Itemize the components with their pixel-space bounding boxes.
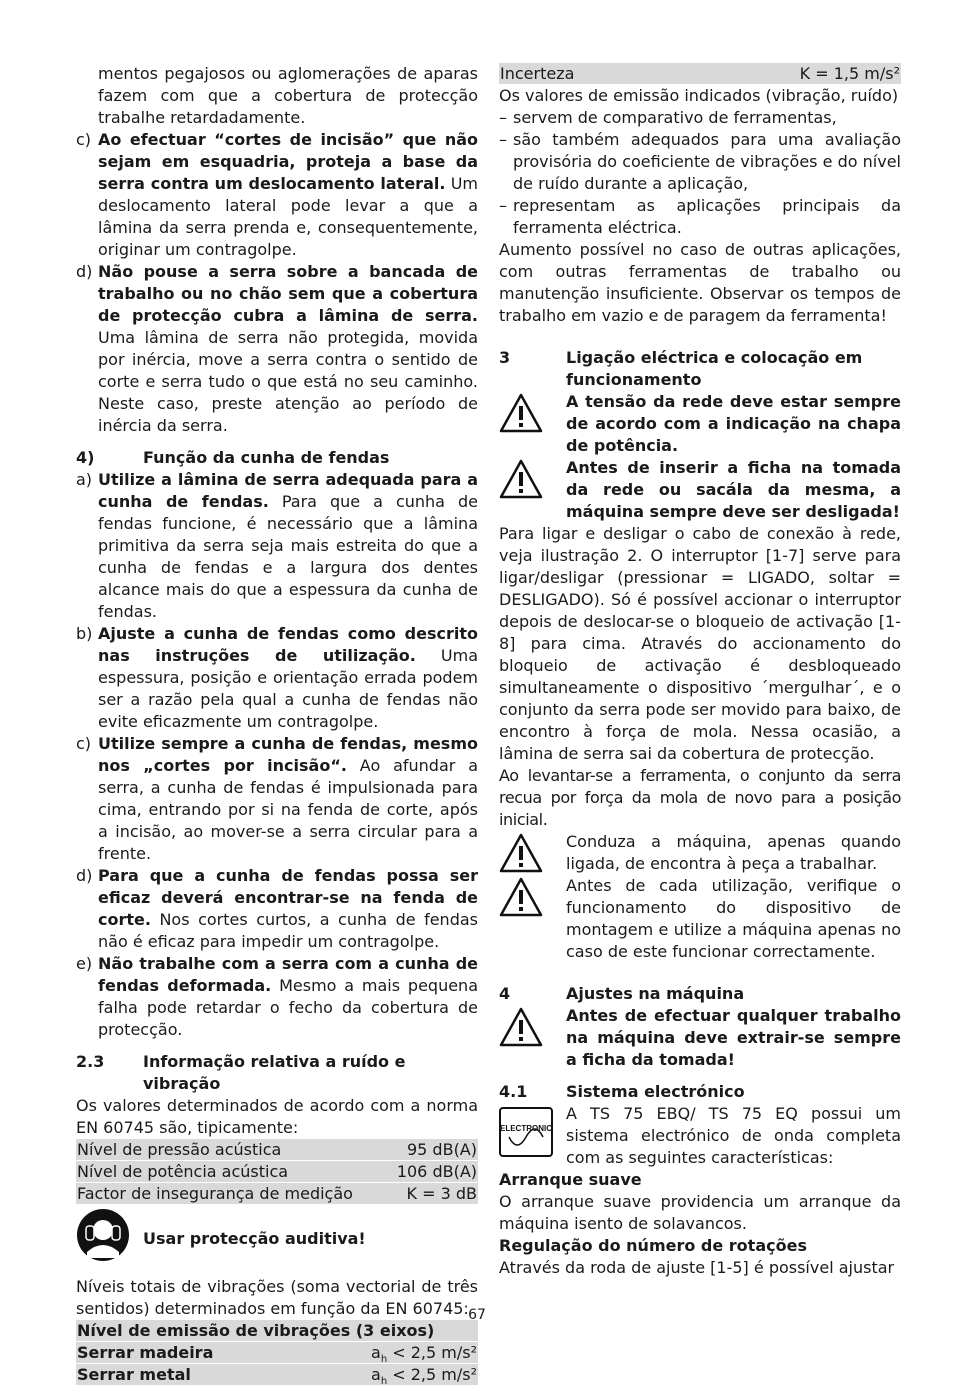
- vibration-table: [76, 1342, 478, 1385]
- list-item: [76, 953, 478, 1041]
- value-symbol: a: [371, 1343, 381, 1362]
- item-label: e): [76, 954, 93, 973]
- item-label: a): [76, 470, 93, 489]
- vibration-intro: Níveis totais de vibrações (soma vectorial de três sentidos) determinados em função da EN 60745:: [76, 1277, 478, 1318]
- dash-text: representam as aplicações principais da ferramenta eléctrica.: [513, 196, 901, 237]
- heading-number: 4: [499, 984, 511, 1003]
- heading-title: Ligação eléctrica e colocação em funcionamento: [566, 348, 863, 389]
- item-text: Uma lâmina de serra não protegida, movida por inércia, move a serra contra o sentido de corte e serra tudo o que está no seu caminho. Neste caso, preste atenção ao período de inércia da serra.: [98, 328, 478, 435]
- row-value: [371, 1364, 477, 1385]
- heading-number: 2.3: [76, 1052, 105, 1071]
- switch-paragraph: Para ligar e desligar o cabo de conexão à rede, veja ilustração 2. O interruptor [1-7] serve para ligar/desligar (pressionar = LIGADO, soltar = DESLIGADO). Só é possível accionar o interruptor depois de deslocar-se o bloqueio de activação [1-8] para cima. Através do accionamento do bloqueio de activação é desbloqueado simultaneamente o dispositivo ´mergulhar´, e o conjunto da serra pode ser movido para baixo, de encontro à força de mola. Nessa ocasião, a lâmina de serra sai da cobertura de protecção.: [499, 524, 901, 763]
- warning-guide-text: Conduza a máquina, apenas quando ligada, de encontra à peça a trabalhar.: [566, 832, 901, 873]
- item-text: Para que a cunha de fendas funcione, é necessário que a lâmina primitiva da serra seja mais estreita do que a cunha de fendas e a largura dos dentes alcance mais do que a espessura da cunha de fendas.: [98, 492, 479, 621]
- item-text: Mesmo a mais pequena falha pode retardar o fecho da cobertura de protecção.: [98, 976, 479, 1039]
- page-number: 67: [468, 1307, 486, 1323]
- soft-start-title: Arranque suave: [499, 1170, 642, 1189]
- warning-check-text: Antes de cada utilização, verifique o funcionamento do dispositivo de montagem e utilize a máquina apenas no caso de este funcionar correctamente.: [566, 876, 901, 961]
- table-row: [76, 1161, 478, 1182]
- section-heading-4: [76, 447, 478, 469]
- dash-marker: –: [499, 108, 507, 127]
- rpm-title: Regulação do número de rotações: [499, 1236, 807, 1255]
- heading-title: Função da cunha de fendas: [143, 448, 390, 467]
- row-label: Nível de potência acústica: [77, 1162, 289, 1181]
- warning-plug-text: Antes de inserir a ficha na tomada da rede ou sacála da mesma, a máquina sempre deve ser desligada!: [566, 458, 901, 521]
- emission-outro: Aumento possível no caso de outras aplicações, com outras ferramentas de trabalho ou manutenção insuficiente. Observar os tempos de trabalho em vazio e de paragem da ferramenta!: [499, 240, 901, 325]
- section-heading-2-3: [76, 1051, 478, 1095]
- row-label: Nível de pressão acústica: [77, 1140, 282, 1159]
- ear-protection-icon: [76, 1208, 130, 1262]
- row-value: [371, 1342, 477, 1366]
- dash-item: [499, 195, 901, 239]
- item-text: Nos cortes curtos, a cunha de fendas não é eficaz para impedir um contragolpe.: [98, 910, 478, 951]
- row-value: K = 3 dB: [406, 1184, 477, 1203]
- electronic-icon: [499, 1107, 553, 1157]
- item-label: d): [76, 262, 93, 281]
- warning-unplug-text: Antes de efectuar qualquer trabalho na máquina deve extrair-se sempre a ficha da tomada!: [566, 1006, 901, 1069]
- warning-triangle-icon: [499, 1007, 543, 1047]
- list-item: [76, 129, 478, 261]
- dash-text: servem de comparativo de ferramentas,: [513, 108, 837, 127]
- item-bold-text: Utilize sempre a cunha de fendas, mesmo nos „cortes por incisão“.: [98, 734, 478, 775]
- value-subscript: h: [380, 1354, 388, 1366]
- uncertainty-row: [499, 63, 901, 84]
- uncertainty-label: Incerteza: [500, 64, 575, 83]
- electronic-text: A TS 75 EBQ/ TS 75 EQ possui um sistema electrónico de onda completa com as seguintes características:: [566, 1104, 901, 1167]
- rpm-text: Através da roda de ajuste [1-5] é possível ajustar: [499, 1258, 895, 1277]
- section-heading-4-settings: [499, 983, 901, 1005]
- value-number: < 2,5 m/s²: [387, 1365, 477, 1384]
- section-heading-3: [499, 347, 901, 391]
- heading-title: Ajustes na máquina: [566, 984, 745, 1003]
- warning-check: [499, 875, 901, 963]
- dash-marker: –: [499, 196, 507, 215]
- warning-unplug: [499, 1005, 901, 1071]
- ear-protection-label: Usar protecção auditiva!: [143, 1229, 366, 1248]
- item-label: c): [76, 734, 92, 753]
- dash-item: [499, 129, 901, 195]
- noise-table: [76, 1139, 478, 1204]
- item-bold-text: Ao efectuar “cortes de incisão” que não sejam em esquadria, proteja a base da serra contra um deslocamento lateral.: [98, 130, 478, 193]
- value-number: < 2,5 m/s²: [387, 1343, 477, 1362]
- electronic-icon-label: ELECTRONIC: [500, 1124, 552, 1133]
- item-label: b): [76, 624, 93, 643]
- section-heading-4-1: [499, 1081, 901, 1103]
- list-item: [76, 261, 478, 437]
- list-item: [76, 469, 478, 623]
- item-bold-text: Não pouse a serra sobre a bancada de trabalho ou no chão sem que a cobertura de protecção cubra a lâmina de serra.: [98, 262, 478, 325]
- item-text: Um deslocamento lateral pode levar a que a lâmina da serra prenda e, consequentemente, originar um contragolpe.: [98, 174, 478, 259]
- heading-title: Informação relativa a ruído e vibração: [143, 1052, 406, 1093]
- item-text: Ao afundar a serra, a cunha de fendas é impulsionada para cima, entrando por si na fenda de corte, após a incisão, ao mover-se a serra circular para a frente.: [98, 756, 479, 863]
- soft-start-text: O arranque suave providencia um arranque da máquina isento de solavancos.: [499, 1192, 901, 1233]
- table-row: [76, 1139, 478, 1160]
- warning-triangle-icon: [499, 833, 543, 873]
- row-label: Serrar metal: [77, 1365, 191, 1384]
- warning-voltage-text: A tensão da rede deve estar sempre de acordo com a indicação na chapa de potência.: [566, 392, 901, 455]
- dash-item: [499, 107, 901, 129]
- left-column: [76, 63, 478, 1386]
- emission-intro: Os valores de emissão indicados (vibração, ruído): [499, 86, 899, 105]
- item-text: Uma espessura, posição e orientação errada podem ser a razão pela qual a cunha de fendas não evite eficazmente um contragolpe.: [98, 646, 479, 731]
- warning-plug: [499, 457, 901, 523]
- warning-guide: [499, 831, 901, 875]
- item-label: c): [76, 130, 92, 149]
- item-bold-text: Para que a cunha de fendas possa ser eficaz deverá encontrar-se na fenda de corte.: [98, 866, 478, 929]
- row-value: 106 dB(A): [396, 1162, 477, 1181]
- ear-protection-notice: [76, 1208, 478, 1266]
- heading-number: 3: [499, 348, 511, 367]
- item-bold-text: Não trabalhe com a serra com a cunha de fendas deformada.: [98, 954, 478, 995]
- dash-text: são também adequados para uma avaliação provisória do coeficiente de vibrações e do nível de ruído durante a aplicação,: [513, 130, 901, 193]
- table-row: [76, 1183, 478, 1204]
- heading-title: Sistema electrónico: [566, 1082, 745, 1101]
- list-item: [76, 623, 478, 733]
- warning-triangle-icon: [499, 877, 543, 917]
- heading-number: 4.1: [499, 1082, 528, 1101]
- list-item: [76, 733, 478, 865]
- row-label: Serrar madeira: [77, 1343, 214, 1362]
- table-row: [76, 1342, 478, 1366]
- list-item: [76, 865, 478, 953]
- row-value: 95 dB(A): [406, 1140, 477, 1159]
- right-column: [499, 63, 901, 1279]
- table-row: [76, 1364, 478, 1385]
- warning-triangle-icon: [499, 459, 543, 499]
- warning-voltage: [499, 391, 901, 457]
- noise-intro: Os valores determinados de acordo com a norma EN 60745 são, tipicamente:: [76, 1096, 478, 1137]
- dash-marker: –: [499, 130, 507, 149]
- heading-number: 4): [76, 448, 95, 467]
- item-label: d): [76, 866, 93, 885]
- item-bold-text: Ajuste a cunha de fendas como descrito nas instruções de utilização.: [98, 624, 478, 665]
- return-paragraph: Ao levantar-se a ferramenta, o conjunto da serra recua por força da mola de novo para a posição inicial.: [499, 766, 901, 829]
- value-symbol: a: [371, 1365, 381, 1384]
- value-subscript: h: [380, 1376, 388, 1387]
- item-bold-text: Utilize a lâmina de serra adequada para a cunha de fendas.: [98, 470, 478, 511]
- electronic-section: [499, 1103, 901, 1169]
- vibration-header-label: Nível de emissão de vibrações (3 eixos): [77, 1321, 435, 1340]
- row-label: Factor de insegurança de medição: [77, 1184, 353, 1203]
- uncertainty-value: K = 1,5 m/s²: [799, 64, 900, 83]
- intro-text: mentos pegajosos ou aglomerações de aparas fazem com que a cobertura de protecção trabalhe retardadamente.: [98, 64, 478, 127]
- warning-triangle-icon: [499, 393, 543, 433]
